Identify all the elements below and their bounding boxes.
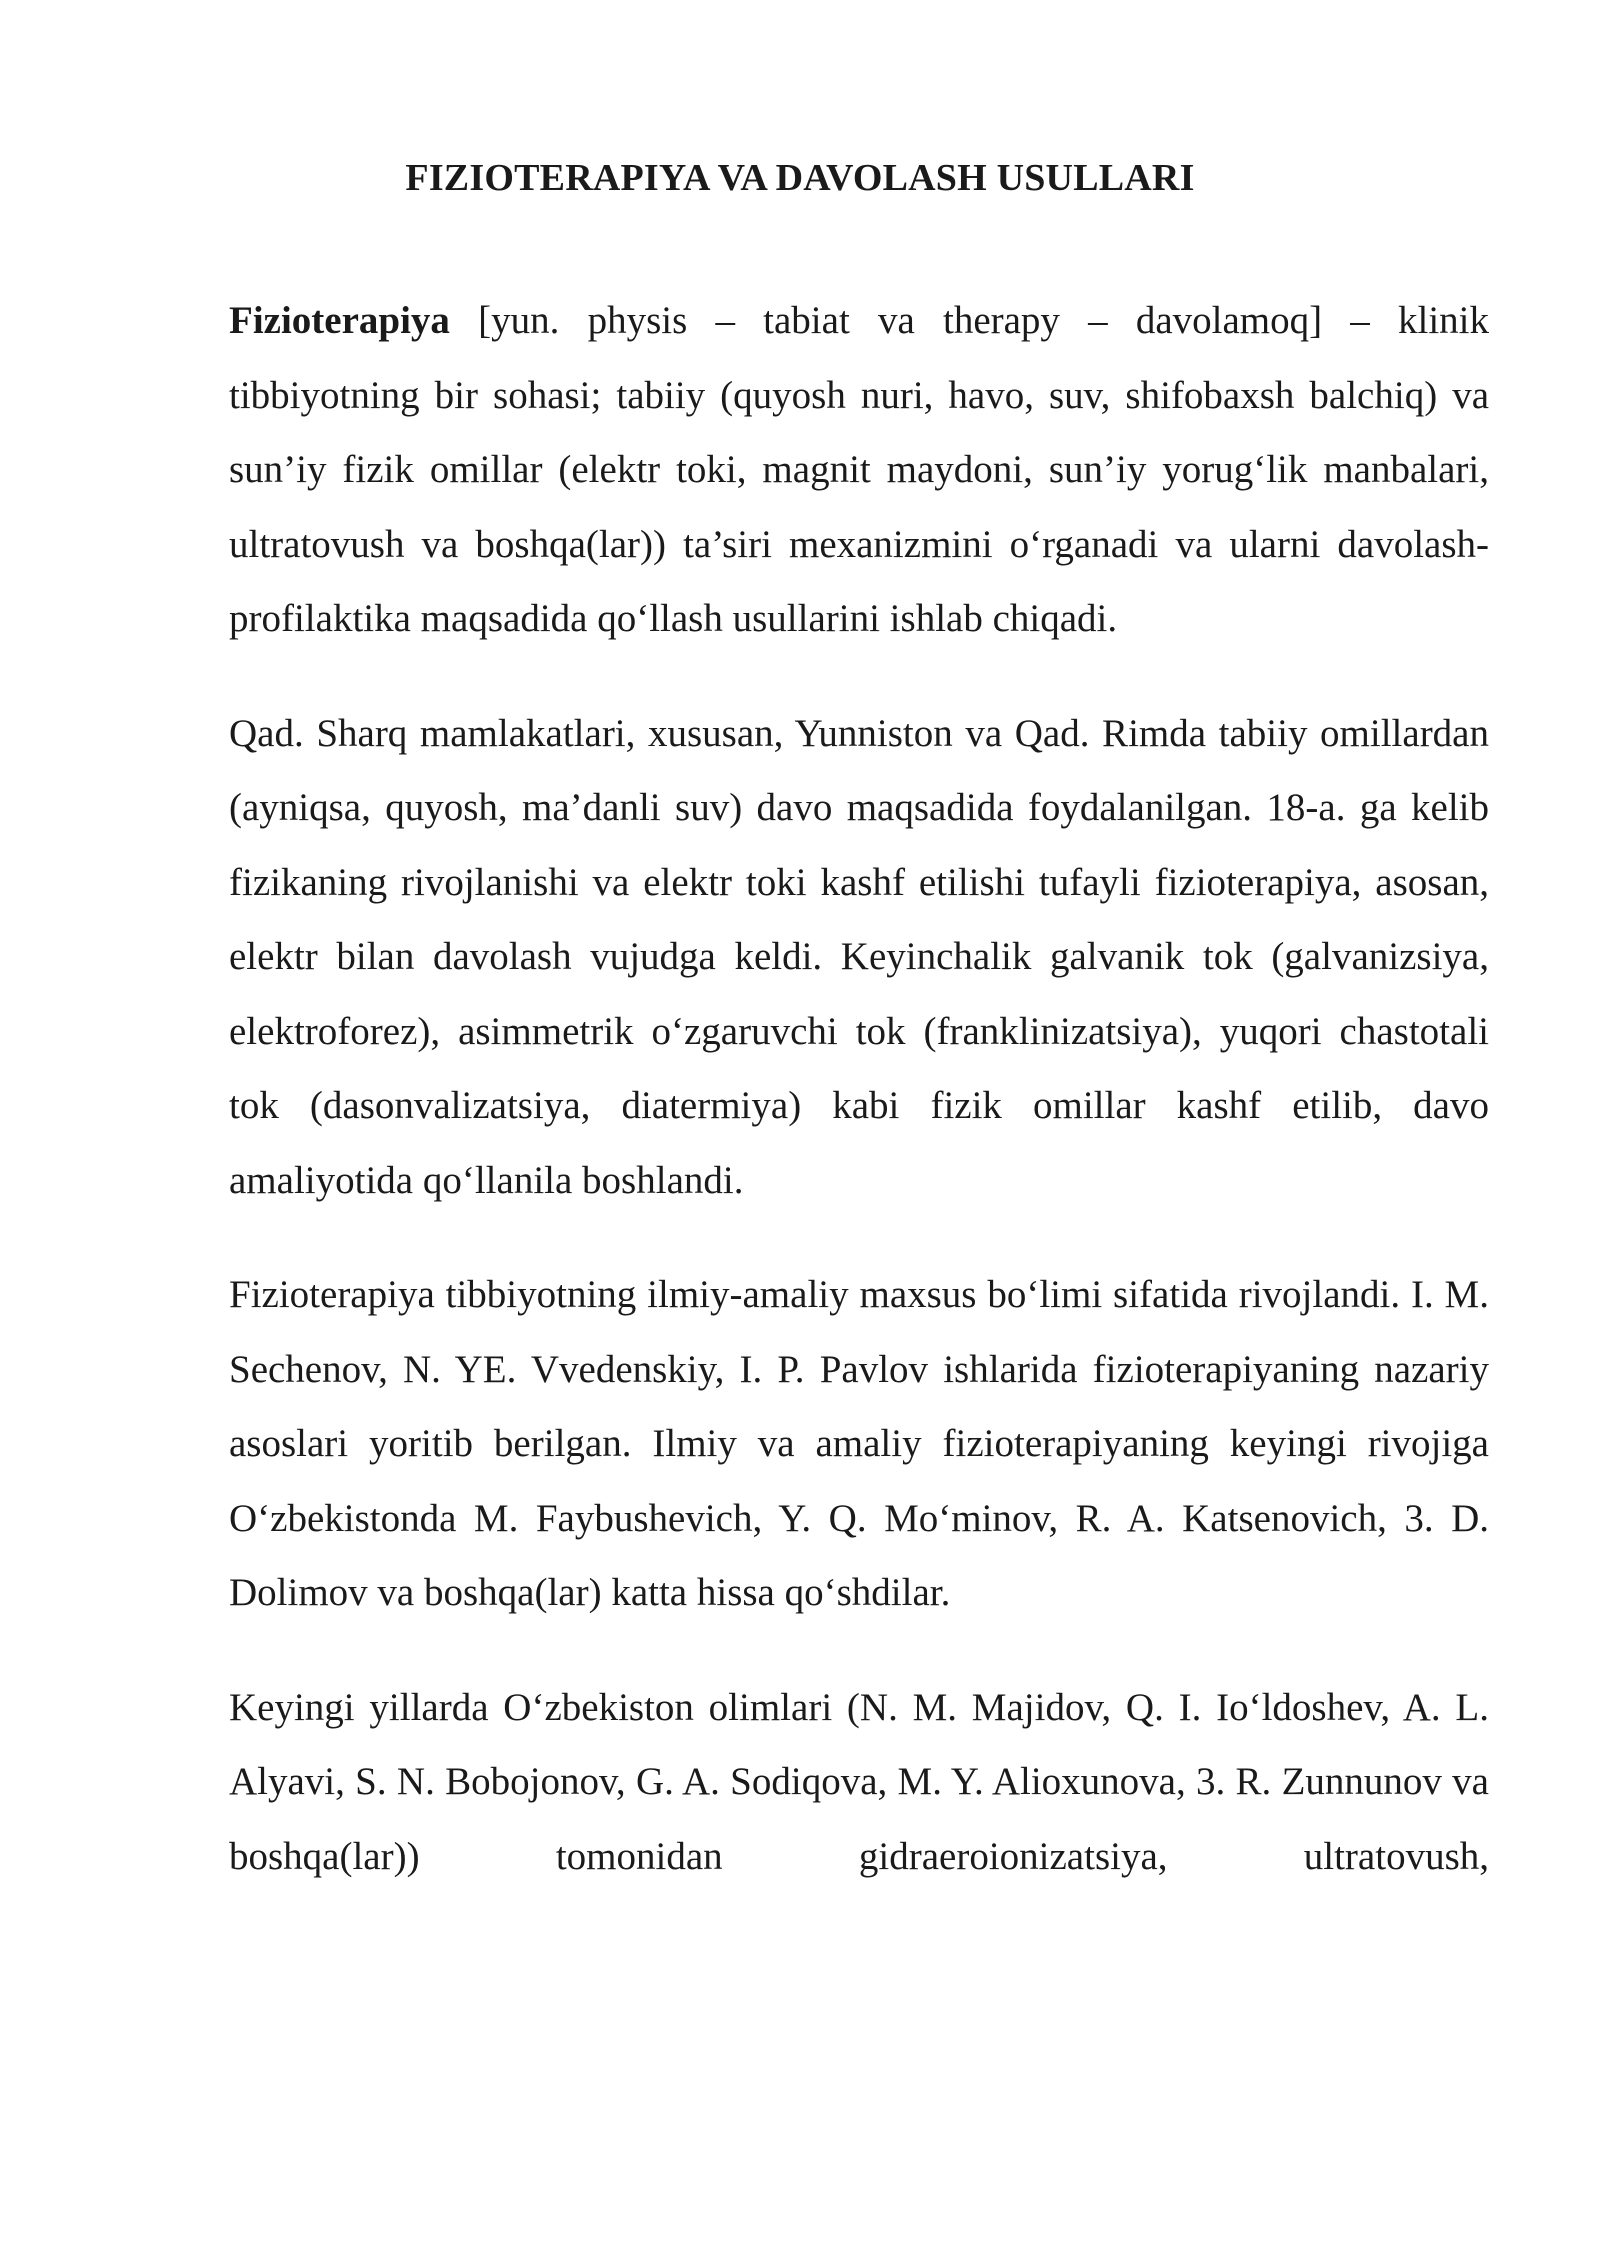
document-title: FIZIOTERAPIYA VA DAVOLASH USULLARI <box>405 157 1195 199</box>
paragraph-lead-term: Fizioterapiya <box>229 299 450 342</box>
paragraph-recent-years <box>229 1671 1489 1895</box>
paragraph-history <box>229 697 1489 1219</box>
paragraph-definition <box>229 284 1489 657</box>
paragraph-text: [yun. physis – tabiat va therapy – davolamoq] – klinik tibbiyotning bir sohasi; tabiiy (quyosh nuri, havo, suv, shifobaxsh balchiq) va sun’iy fizik omillar (elektr toki, magnit maydoni, sun’iy yorug‘lik manbalari, ultratovush va boshqa(lar)) ta’siri mexanizmini o‘rganadi va ularni davolash-profilaktika maqsadida qo‘llash usullarini ishlab chiqadi. <box>229 299 1489 640</box>
paragraph-development <box>229 1258 1489 1631</box>
paragraph-text: Fizioterapiya tibbiyotning ilmiy-amaliy maxsus bo‘limi sifatida rivojlandi. I. M. Sechenov, N. YE. Vvedenskiy, I. P. Pavlov ishlarida fizioterapiyaning nazariy asoslari yoritib berilgan. Ilmiy va amaliy fizioterapiyaning keyingi rivojiga O‘zbekistonda M. Faybushevich, Y. Q. Mo‘minov, R. A. Katsenovich, 3. D. Dolimov va boshqa(lar) katta hissa qo‘shdilar. <box>229 1273 1489 1614</box>
document-body <box>229 284 1489 1934</box>
paragraph-text: Keyingi yillarda O‘zbekiston olimlari (N. M. Majidov, Q. I. Io‘ldoshev, A. L. Alyavi, S. N. Bobojonov, G. A. Sodiqova, M. Y. Alioxunova, 3. R. Zunnunov va boshqa(lar)) tomonidan gidraeroionizatsiya, ultratovush, <box>229 1685 1489 1878</box>
paragraph-text: Qad. Sharq mamlakatlari, xususan, Yunniston va Qad. Rimda tabiiy omillardan (ayniqsa, quyosh, ma’danli suv) davo maqsadida foydalanilgan. 18-a. ga kelib fizikaning rivojlanishi va elektr toki kashf etilishi tufayli fizioterapiya, asosan, elektr bilan davolash vujudga keldi. Keyinchalik galvanik tok (galvanizsiya, elektroforez), asimmetrik o‘zgaruvchi tok (franklinizatsiya), yuqori chastotali tok (dasonvalizatsiya, diatermiya) kabi fizik omillar kashf etilib, davo amaliyotida qo‘llanila boshlandi. <box>229 711 1489 1202</box>
